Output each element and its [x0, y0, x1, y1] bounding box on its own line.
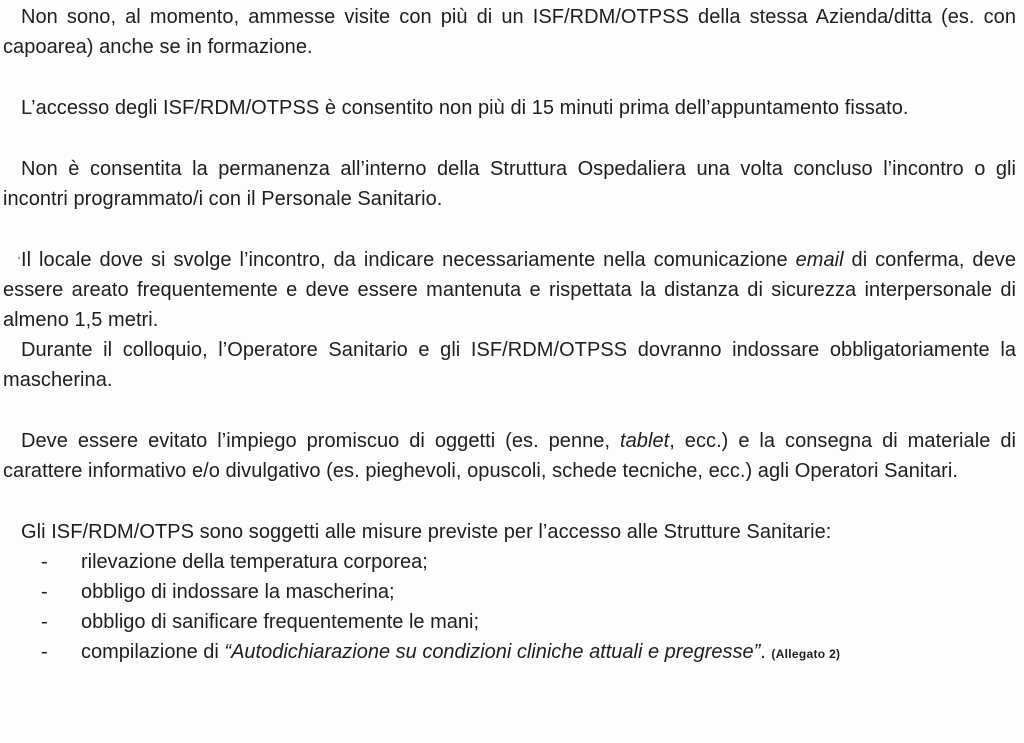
paragraph-mask: Durante il colloquio, l’Operatore Sanitario e gli ISF/RDM/OTPSS dovranno indossare obbligatoriamente la mascherina. — [3, 339, 1016, 391]
paragraph-room — [3, 245, 1016, 335]
paragraph-objects — [3, 426, 1016, 486]
list-dash: - — [41, 611, 48, 633]
list-item — [3, 607, 1016, 637]
attachment-note: (Allegato 2) — [771, 647, 841, 661]
paragraph-objects-text-1: Deve essere evitato l’impiego promiscuo di oggetti (es. penne, — [21, 430, 621, 452]
paragraph-access-time: L’accesso degli ISF/RDM/OTPSS è consentito non più di 15 minuti prima dell’appuntamento fissato. — [21, 97, 909, 119]
list-dash: - — [41, 551, 48, 573]
list-item-text: obbligo di indossare la mascherina; — [81, 581, 395, 603]
paragraph-room-text-2: di conferma, deve essere areato frequentemente e deve essere mantenuta e rispettata la distanza di sicurezza interpersonale di almeno 1,5 metri. — [3, 249, 1017, 331]
document-page — [3, 2, 1016, 669]
paragraph-room-text-1: Il locale dove si svolge l’incontro, da indicare necessariamente nella comunicazione — [21, 249, 796, 271]
list-item — [3, 637, 1016, 669]
list-item-text: rilevazione della temperatura corporea; — [81, 551, 428, 573]
list-item-punct: . — [760, 641, 772, 663]
paragraph-room-email: email — [795, 249, 844, 271]
measures-list — [3, 547, 1016, 669]
list-item — [3, 577, 1016, 607]
paragraph-objects-text-2: , ecc.) e la consegna di materiale di carattere informativo e/o divulgativo (es. pieghevoli, opuscoli, schede tecniche, ecc.) agli Operatori Sanitari. — [3, 430, 1016, 482]
list-dash: - — [41, 641, 48, 663]
paragraph-measures: Gli ISF/RDM/OTPS sono soggetti alle misure previste per l’accesso alle Strutture Sanitarie: — [21, 521, 832, 543]
paragraph-objects-tablet: tablet — [620, 430, 670, 452]
scan-speck — [18, 257, 20, 259]
paragraph-permanence: Non è consentita la permanenza all’interno della Struttura Ospedaliera una volta concluso l’incontro o gli incontri programmato/i con il Personale Sanitario. — [3, 158, 1016, 210]
paragraph-visits: Non sono, al momento, ammesse visite con più di un ISF/RDM/OTPSS della stessa Azienda/ditta (es. con capoarea) anche se in formazione. — [3, 6, 1016, 58]
list-item-text: obbligo di sanificare frequentemente le mani; — [81, 611, 480, 633]
list-dash: - — [41, 581, 48, 603]
list-item — [3, 547, 1016, 577]
list-item-text: compilazione di — [81, 641, 225, 663]
list-item-title: “Autodichiarazione su condizioni cliniche attuali e pregresse” — [224, 641, 761, 663]
